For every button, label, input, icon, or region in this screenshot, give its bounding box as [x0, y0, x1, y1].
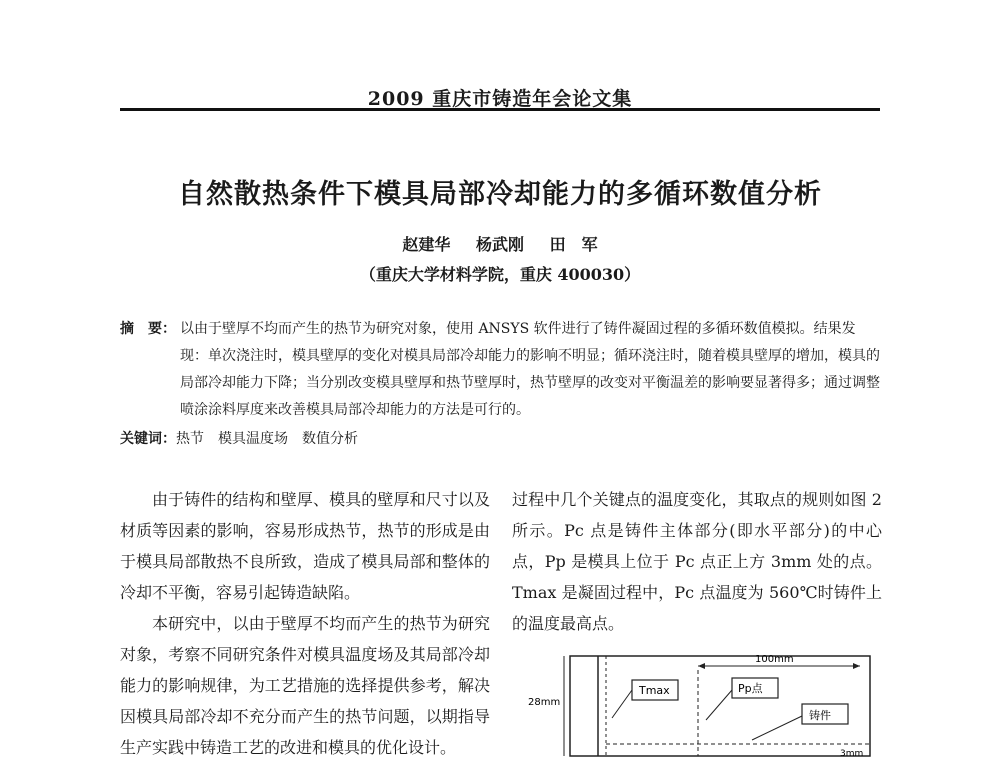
paragraph-keypoints: 过程中几个关键点的温度变化，其取点的规则如图 2 所示。Pc 点是铸件主体部分(即水平部分)的中心点，Pp 是模具上位于 Pc 点正上方 3mm 处的点。Tmax 是凝固过程中，Pc 点温度为 560℃时铸件上的温度最高点。	[512, 490, 882, 633]
tmax-leader	[612, 690, 632, 718]
keywords	[120, 428, 880, 448]
keyword-2: 模具温度场	[218, 431, 288, 447]
paragraph-intro: 由于铸件的结构和壁厚、模具的壁厚和尺寸以及材质等因素的影响，容易形成热节，热节的形成是由于模具局部散热不良所致，造成了模具局部和整体的冷却不平衡，容易引起铸造缺陷。	[120, 490, 490, 602]
abstract-label: 摘 要：	[120, 321, 176, 337]
paper-title: 自然散热条件下模具局部冷却能力的多循环数值分析	[178, 179, 822, 210]
affiliation: （重庆大学材料学院，重庆 400030）	[359, 265, 641, 284]
author-list	[0, 232, 1000, 255]
keywords-label: 关键词：	[120, 431, 176, 447]
dim-arrow-icon	[853, 663, 860, 669]
keyword-1: 热节	[176, 431, 204, 447]
abstract	[120, 316, 880, 424]
pp-leader	[706, 690, 732, 720]
figure-2	[520, 648, 880, 760]
running-head: 2009 重庆市铸造年会论文集	[367, 88, 633, 110]
dim-arrow-icon	[698, 663, 705, 669]
body-column-left	[120, 484, 490, 763]
author-3: 田 军	[549, 235, 598, 254]
body-column-right	[512, 484, 882, 639]
dim-label-right: 3mm	[840, 749, 864, 759]
abstract-text: 以由于壁厚不均而产生的热节为研究对象，使用 ANSYS 软件进行了铸件凝固过程的多循环数值模拟。结果发现：单次浇注时，模具壁厚的变化对模具局部冷却能力的影响不明显；循环浇注时，随着模具壁厚的增加，模具的局部冷却能力下降；当分别改变模具壁厚和热节壁厚时，热节壁厚的改变对平衡温差的影响要显著得多；通过调整喷涂涂料厚度来改善模具局部冷却能力的方法是可行的。	[180, 321, 880, 418]
tmax-label: Tmax	[639, 684, 670, 697]
casting-leader	[752, 716, 802, 740]
casting-label: 铸件	[809, 709, 831, 722]
header-rule	[120, 108, 880, 111]
pp-label: Pp点	[738, 682, 763, 695]
author-2: 杨武刚	[475, 235, 524, 254]
paragraph-aim: 本研究中，以由于壁厚不均而产生的热节为研究对象，考察不同研究条件对模具温度场及其局部冷却能力的影响规律，为工艺措施的选择提供参考，解决因模具局部冷却不充分而产生的热节问题，以期指导生产实践中铸造工艺的改进和模具的优化设计。	[120, 614, 490, 757]
dim-label-left: 28mm	[528, 697, 561, 708]
dim-label-top: 100mm	[755, 654, 794, 665]
author-1: 赵建华	[402, 235, 451, 254]
keyword-3: 数值分析	[302, 431, 358, 447]
